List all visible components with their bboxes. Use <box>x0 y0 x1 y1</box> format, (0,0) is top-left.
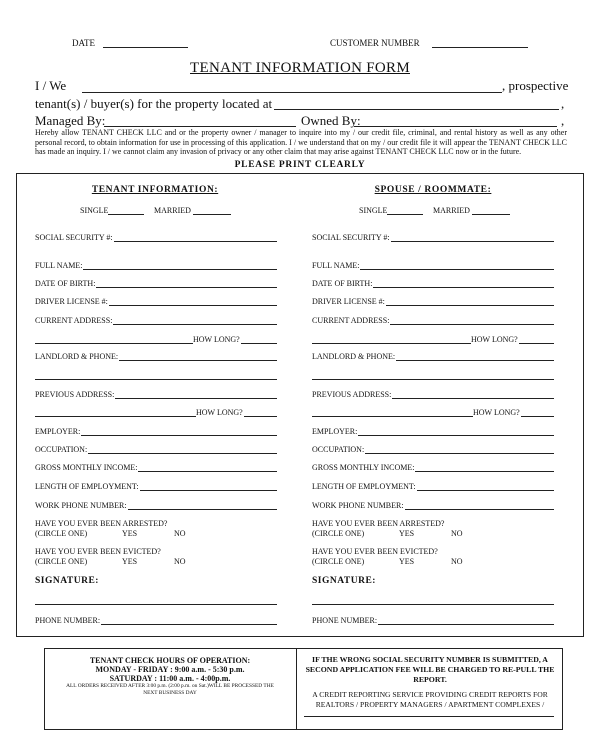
full-name-label: FULL NAME: <box>35 261 83 270</box>
gross-income-label: GROSS MONTHLY INCOME: <box>35 463 138 472</box>
signature-label: SIGNATURE: <box>35 576 99 586</box>
single-label: SINGLE <box>80 206 109 215</box>
tenant-info-heading: TENANT INFORMATION: <box>91 185 219 195</box>
customer-number-label: CUSTOMER NUMBER <box>330 38 420 48</box>
spouse-arrested-circle-one: (CIRCLE ONE) <box>312 529 365 538</box>
managed-by-line[interactable] <box>104 126 296 127</box>
orders-note-1: ALL ORDERS RECEIVED AFTER 3:00 p.m. (2:00 p.m. on Sat.)WILL BE PROCESSED THE <box>66 683 274 689</box>
arrested-question: HAVE YOU EVER BEEN ARRESTED? <box>35 519 168 528</box>
names-line[interactable] <box>82 92 502 93</box>
weekday-hours: MONDAY - FRIDAY : 9:00 a.m. - 5:30 p.m. <box>95 665 245 674</box>
spouse-work-phone-label: WORK PHONE NUMBER: <box>312 501 404 510</box>
occupation-label: OCCUPATION: <box>35 445 88 454</box>
driver-license-label: DRIVER LICENSE #: <box>35 297 108 306</box>
i-we-label: I / We <box>35 78 67 93</box>
spouse-single-line[interactable] <box>387 214 423 215</box>
page-title: TENANT INFORMATION FORM <box>190 60 410 76</box>
date-line[interactable] <box>103 47 188 48</box>
married-line[interactable] <box>193 214 231 215</box>
prospective-label: , prospective <box>502 78 569 93</box>
authorization-text: Hereby allow TENANT CHECK LLC and or the property owner / manager to inquire into my / our credit file, criminal, and rental history as well as any other personal record, to obtain information for use in processing of this application. I / we understand that on my / our credit file it will appear the TENANT CHECK LLC has made an inquiry. I / we cannot claim any invasion of privacy or any other claim that may arise against TENANT CHECK LLC now or in the future. <box>35 128 567 157</box>
phone-number-label: PHONE NUMBER: <box>35 616 101 625</box>
spouse-evicted-question: HAVE YOU EVER BEEN EVICTED? <box>312 547 438 556</box>
arrested-yes[interactable]: YES <box>122 529 138 538</box>
owned-by-label: Owned By: <box>301 113 361 128</box>
arrested-circle-one: (CIRCLE ONE) <box>35 529 88 538</box>
spouse-length-employment-label: LENGTH OF EMPLOYMENT: <box>312 482 416 491</box>
spouse-occupation-label: OCCUPATION: <box>312 445 365 454</box>
single-line[interactable] <box>108 214 144 215</box>
service-line-1: A CREDIT REPORTING SERVICE PROVIDING CREDIT REPORTS FOR <box>312 690 548 699</box>
spouse-evicted-yes[interactable]: YES <box>399 557 415 566</box>
spouse-arrested-yes[interactable]: YES <box>399 529 415 538</box>
spouse-signature-line[interactable] <box>312 604 554 605</box>
spouse-employer-label: EMPLOYER: <box>312 427 358 436</box>
print-clearly-note: PLEASE PRINT CLEARLY <box>234 160 366 170</box>
evicted-no[interactable]: NO <box>174 557 186 566</box>
married-label: MARRIED <box>154 206 191 215</box>
previous-how-long-label: HOW LONG? <box>196 408 243 417</box>
footer-divider <box>296 648 297 730</box>
evicted-yes[interactable]: YES <box>122 557 138 566</box>
spouse-arrested-question: HAVE YOU EVER BEEN ARRESTED? <box>312 519 445 528</box>
evicted-question: HAVE YOU EVER BEEN EVICTED? <box>35 547 161 556</box>
property-line[interactable] <box>274 109 559 110</box>
customer-number-line[interactable] <box>432 47 528 48</box>
dob-label: DATE OF BIRTH: <box>35 279 96 288</box>
current-address-label: CURRENT ADDRESS: <box>35 316 113 325</box>
spouse-gross-income-label: GROSS MONTHLY INCOME: <box>312 463 415 472</box>
evicted-circle-one: (CIRCLE ONE) <box>35 557 88 566</box>
spouse-dob-label: DATE OF BIRTH: <box>312 279 373 288</box>
spouse-evicted-no[interactable]: NO <box>451 557 463 566</box>
spouse-signature-label: SIGNATURE: <box>312 576 376 586</box>
spouse-married-line[interactable] <box>472 214 510 215</box>
hours-title: TENANT CHECK HOURS OF OPERATION: <box>89 656 251 665</box>
spouse-full-name-label: FULL NAME: <box>312 261 360 270</box>
spouse-previous-address-label: PREVIOUS ADDRESS: <box>312 390 392 399</box>
spouse-how-long-label: HOW LONG? <box>471 335 518 344</box>
service-blank-line[interactable] <box>304 716 554 717</box>
orders-note-2: NEXT BUSINESS DAY <box>143 690 197 696</box>
spouse-previous-how-long-label: HOW LONG? <box>473 408 520 417</box>
spouse-phone-number-label: PHONE NUMBER: <box>312 616 378 625</box>
spouse-married-label: MARRIED <box>433 206 470 215</box>
spouse-evicted-circle-one: (CIRCLE ONE) <box>312 557 365 566</box>
managed-by-label: Managed By: <box>35 113 106 128</box>
property-comma: , <box>561 96 565 111</box>
date-label: DATE <box>72 38 95 48</box>
spouse-landlord-phone-line-2[interactable] <box>312 379 554 380</box>
spouse-landlord-phone-label: LANDLORD & PHONE: <box>312 352 396 361</box>
spouse-arrested-no[interactable]: NO <box>451 529 463 538</box>
arrested-no[interactable]: NO <box>174 529 186 538</box>
ssn-warning: IF THE WRONG SOCIAL SECURITY NUMBER IS SUBMITTED, A SECOND APPLICATION FEE WILL BE CHARGED TO RE-PULL THE REPORT. <box>305 655 555 684</box>
spouse-ssn-label: SOCIAL SECURITY #: <box>312 233 390 242</box>
service-line-2: REALTORS / PROPERTY MANAGERS / APARTMENT COMPLEXES / <box>315 700 545 709</box>
spouse-driver-license-label: DRIVER LICENSE #: <box>312 297 385 306</box>
spouse-roommate-heading: SPOUSE / ROOMMATE: <box>374 185 492 195</box>
how-long-label: HOW LONG? <box>193 335 240 344</box>
work-phone-label: WORK PHONE NUMBER: <box>35 501 127 510</box>
tenants-property-label: tenant(s) / buyer(s) for the property located at <box>35 96 273 111</box>
spouse-single-label: SINGLE <box>359 206 388 215</box>
landlord-phone-label: LANDLORD & PHONE: <box>35 352 119 361</box>
owned-by-comma: , <box>561 113 565 128</box>
ssn-label: SOCIAL SECURITY #: <box>35 233 113 242</box>
length-employment-label: LENGTH OF EMPLOYMENT: <box>35 482 139 491</box>
previous-address-label: PREVIOUS ADDRESS: <box>35 390 115 399</box>
landlord-phone-line-2[interactable] <box>35 379 277 380</box>
saturday-hours: SATURDAY : 11:00 a.m. - 4:00p.m. <box>109 674 231 683</box>
signature-line[interactable] <box>35 604 277 605</box>
owned-by-line[interactable] <box>354 126 557 127</box>
applicant-info-box <box>16 173 584 637</box>
spouse-current-address-label: CURRENT ADDRESS: <box>312 316 390 325</box>
employer-label: EMPLOYER: <box>35 427 81 436</box>
